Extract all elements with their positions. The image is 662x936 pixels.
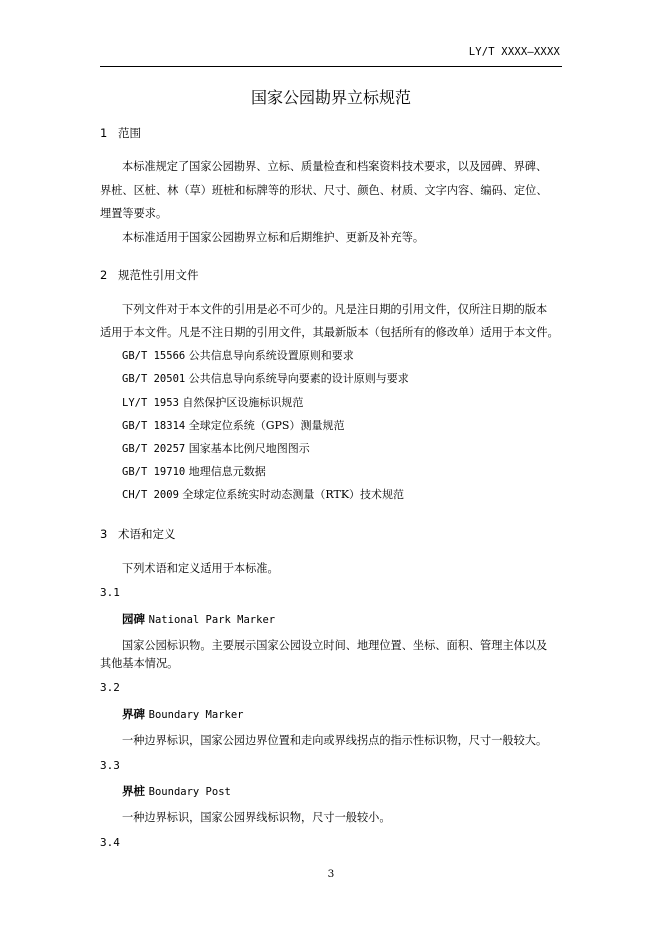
reference-item: GB/T 18314 全球定位系统（GPS）测量规范 bbox=[122, 419, 345, 432]
term-definition-line1: 一种边界标识，国家公园边界位置和走向或界线拐点的指示性标识物，尺寸一般较大。 bbox=[122, 734, 548, 747]
term-number: 3.4 bbox=[100, 836, 120, 849]
term-definition-line1: 一种边界标识，国家公园界线标识物，尺寸一般较小。 bbox=[122, 811, 391, 824]
page-title: 国家公园勘界立标规范 bbox=[250, 88, 411, 107]
reference-item: CH/T 2009 全球定位系统实时动态测量（RTK）技术规范 bbox=[122, 488, 405, 501]
term-number: 3.1 bbox=[100, 586, 120, 599]
section-2-number: 2 bbox=[100, 268, 108, 282]
section-1-p1-line2: 界桩、区桩、林（草）班桩和标牌等的形状、尺寸、颜色、材质、文字内容、编码、定位、 bbox=[100, 184, 548, 197]
term-number: 3.3 bbox=[100, 759, 120, 772]
document-code: LY/T XXXX—XXXX bbox=[468, 46, 560, 58]
reference-item: GB/T 20257 国家基本比例尺地图图示 bbox=[122, 442, 310, 455]
term-title: 界碑 Boundary Marker bbox=[122, 707, 244, 721]
reference-item: GB/T 20501 公共信息导向系统导向要素的设计原则与要求 bbox=[122, 372, 409, 385]
term-definition-line2: 其他基本情况。 bbox=[100, 657, 179, 670]
section-3-intro: 下列术语和定义适用于本标准。 bbox=[122, 562, 279, 575]
section-3-number: 3 bbox=[100, 527, 108, 541]
reference-item: LY/T 1953 自然保护区设施标识规范 bbox=[122, 396, 304, 409]
section-2-title: 规范性引用文件 bbox=[118, 268, 199, 282]
section-2-p1-line1: 下列文件对于本文件的引用是必不可少的。凡是注日期的引用文件，仅所注日期的版本 bbox=[122, 303, 548, 316]
section-1-p2: 本标准适用于国家公园勘界立标和后期维护、更新及补充等。 bbox=[122, 231, 425, 244]
term-definition-line1: 国家公园标识物。主要展示国家公园设立时间、地理位置、坐标、面积、管理主体以及 bbox=[122, 639, 548, 652]
term-number: 3.2 bbox=[100, 681, 120, 694]
section-3-heading bbox=[100, 526, 176, 542]
header-rule bbox=[100, 66, 562, 67]
section-1-p1-line3: 埋置等要求。 bbox=[100, 207, 168, 220]
section-3-title: 术语和定义 bbox=[118, 527, 176, 541]
section-1-title: 范围 bbox=[118, 126, 141, 140]
reference-item: GB/T 15566 公共信息导向系统设置原则和要求 bbox=[122, 349, 354, 362]
section-1-heading bbox=[100, 125, 141, 141]
term-title: 园碑 National Park Marker bbox=[122, 612, 276, 626]
term-title: 界桩 Boundary Post bbox=[122, 784, 231, 798]
section-1-number: 1 bbox=[100, 126, 108, 140]
page-number: 3 bbox=[327, 868, 335, 880]
section-2-p1-line2: 适用于本文件。凡是不注日期的引用文件，其最新版本（包括所有的修改单）适用于本文件。 bbox=[100, 326, 559, 339]
reference-item: GB/T 19710 地理信息元数据 bbox=[122, 465, 266, 478]
section-1-p1-line1: 本标准规定了国家公园勘界、立标、质量检查和档案资料技术要求，以及园碑、界碑、 bbox=[122, 160, 548, 173]
section-2-heading bbox=[100, 267, 199, 283]
